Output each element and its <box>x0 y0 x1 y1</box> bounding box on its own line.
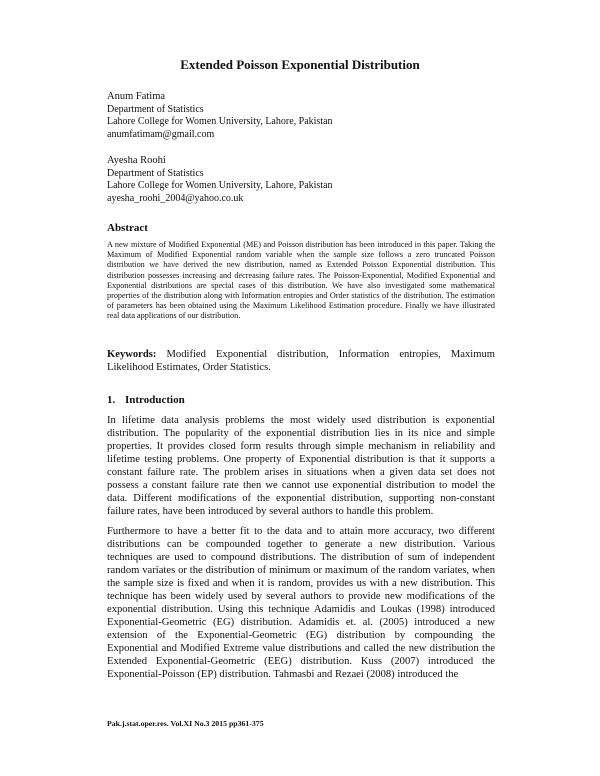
paper-title: Extended Poisson Exponential Distribution <box>180 57 420 72</box>
section-title: Introduction <box>125 394 185 406</box>
author-department: Department of Statistics <box>107 167 204 179</box>
journal-footer: Pak.j.stat.oper.res. Vol.XI No.3 2015 pp361-375 <box>107 719 264 728</box>
author-email: anumfatimam@gmail.com <box>107 128 215 140</box>
author-block-2 <box>107 155 333 205</box>
keywords-text: Modified Exponential distribution, Information entropies, Maximum Likelihood Estimates, Order Statistics. <box>107 349 496 373</box>
abstract-text: A new mixture of Modified Exponential (ME) and Poisson distribution has been introduced in this paper. Taking the Maximum of Modified Exponential random variable when the sample size follows a zero truncated Poisson distribution we have derived the new distribution, named as Extended Poisson Exponential distribution. This distribution possesses increasing and decreasing failure rates. The Poisson-Exponential, Modified Exponential and Exponential distributions are special cases of this distribution. We have also investigated some mathematical properties of the distribution along with Information entropies and Order statistics of the distribution. The estimation of parameters has been obtained using the Maximum Likelihood Estimation procedure. Finally we have illustrated real data applications of our distribution. <box>107 240 495 321</box>
keywords-block <box>107 348 495 374</box>
section-number: 1. <box>107 394 116 406</box>
author-department: Department of Statistics <box>107 103 204 115</box>
section-heading-introduction <box>107 394 185 406</box>
author-email: ayesha_roohi_2004@yahoo.co.uk <box>107 192 244 204</box>
intro-paragraph-2: Furthermore to have a better fit to the data and to attain more accuracy, two different distributions can be compounded together to generate a new distribution. Various techniques are used to compound distributions. The distribution of sum of independent random variates or the distribution of minimum or maximum of the random variates, when the sample size is fixed and when it is random, provides us with a new distribution. This technique has been widely used by several authors to provide new modifications of the exponential distribution. Using this technique Adamidis and Loukas (1998) introduced Exponential-Geometric (EG) distribution. Adamidis et. al. (2005) introduced a new extension of the Exponential-Geometric (EG) distribution by compounding the Exponential and Modified Extreme value distributions and called the new distribution the Extended Exponential-Geometric (EEG) distribution. Kuss (2007) introduced the Exponential-Poisson (EP) distribution. Tahmasbi and Rezaei (2008) introduced the <box>107 526 495 680</box>
author-institution: Lahore College for Women University, Lahore, Pakistan <box>107 116 333 127</box>
author-name: Anum Fatima <box>107 91 166 102</box>
intro-paragraph-1: In lifetime data analysis problems the most widely used distribution is exponential distribution. The popularity of the exponential distribution lies in its nice and simple properties. It provides closed form results through simple mechanism in reliability and lifetime testing problems. One property of Exponential distribution is that it supports a constant failure rate. The problem arises in situations when a given data set does not possess a constant failure rate then we cannot use exponential distribution to model the data. Different modifications of the exponential distribution, supporting non-constant failure rates, have been introduced by several authors to handle this problem. <box>107 415 495 517</box>
abstract-heading: Abstract <box>107 222 148 234</box>
author-block-1 <box>107 91 333 141</box>
author-institution: Lahore College for Women University, Lahore, Pakistan <box>107 180 333 191</box>
keywords-label: Keywords: <box>107 349 157 360</box>
author-name: Ayesha Roohi <box>107 155 166 166</box>
